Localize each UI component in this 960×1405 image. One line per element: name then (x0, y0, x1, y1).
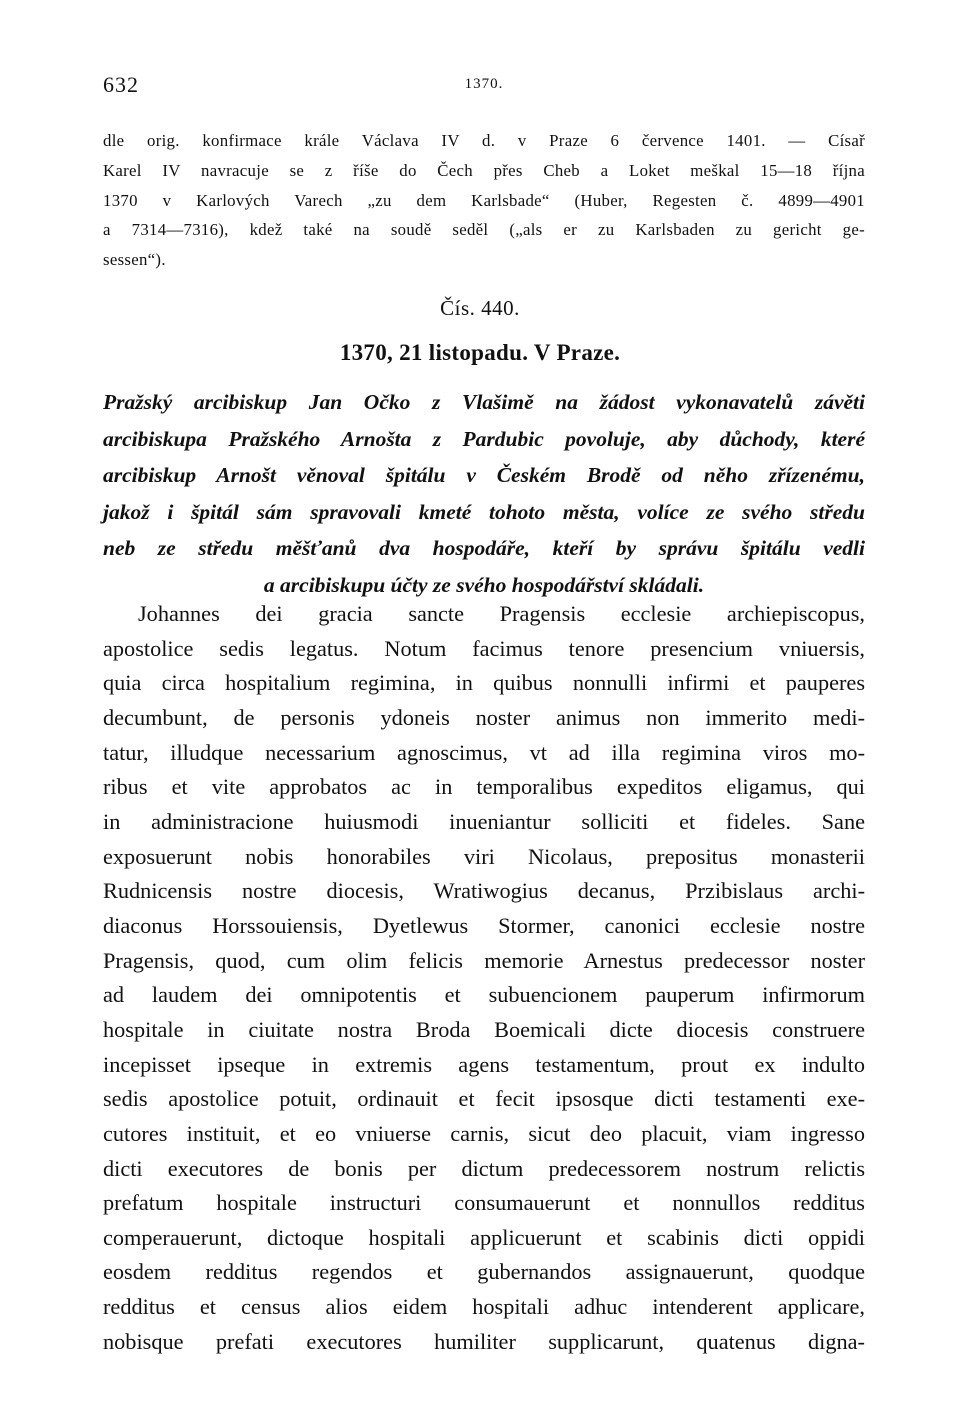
charter-line: Rudnicensis nostre diocesis, Wratiwogius decanus, Przibislaus archi- (103, 878, 865, 904)
regest-line: a arcibiskupu účty ze svého hospodářství skládali. (263, 572, 705, 597)
note-line: sessen“). (103, 250, 166, 270)
charter-line: cutores instituit, et eo vniuerse carnis, sicut deo placuit, viam ingresso (103, 1120, 865, 1146)
document-date-place: 1370, 21 listopadu. V Praze. (339, 340, 621, 365)
regest-summary (103, 384, 865, 604)
charter-line: decumbunt, de personis ydoneis noster animus non immerito medi- (103, 704, 865, 730)
running-year: 1370. (464, 76, 504, 92)
regest-line: jakož i špitál sám spravovali kmeté tohoto města, volíce ze svého středu (103, 499, 865, 524)
charter-line: in administracione huiusmodi inueniantur solliciti et fideles. Sane (103, 808, 865, 834)
charter-line: apostolice sedis legatus. Notum facimus tenore presencium vniuersis, (103, 635, 865, 661)
note-line: Karel IV navracuje se z říše do Čech přes Cheb a Loket meškal 15—18 října (103, 160, 865, 180)
running-header (103, 72, 865, 102)
charter-line: comperauerunt, dictoque hospitali applicuerunt et scabinis dicti oppidi (103, 1224, 865, 1250)
charter-line: Pragensis, quod, cum olim felicis memorie Arnestus predecessor noster (103, 947, 865, 973)
note-line: dle orig. konfirmace krále Václava IV d. v Praze 6 července 1401. — Císař (103, 131, 865, 150)
charter-line: hospitale in ciuitate nostra Broda Boemicali dicte diocesis construere (103, 1016, 865, 1042)
charter-line: redditus et census alios eidem hospitali adhuc intenderent applicare, (103, 1294, 865, 1320)
charter-line: exposuerunt nobis honorabiles viri Nicolaus, prepositus monasterii (103, 843, 865, 869)
document-number: Čís. 440. (440, 296, 520, 320)
charter-line: diaconus Horssouiensis, Dyetlewus Stormer, canonici ecclesie nostre (103, 912, 865, 938)
charter-line: sedis apostolice potuit, ordinauit et fecit ipsosque dicti testamenti exe- (103, 1086, 865, 1112)
charter-line: quia circa hospitalium regimina, in quibus nonnulli infirmi et pauperes (103, 670, 865, 696)
regest-line: Pražský arcibiskup Jan Očko z Vlašimě na žádost vykonavatelů závěti (103, 390, 865, 414)
charter-line: ad laudem dei omnipotentis et subuencionem pauperum infirmorum (103, 982, 865, 1008)
charter-line: Johannes dei gracia sancte Pragensis ecclesie archiepiscopus, (138, 601, 865, 626)
charter-line: eosdem redditus regendos et gubernandos assignauerunt, quodque (103, 1259, 865, 1285)
note-line: 1370 v Karlových Varech „zu dem Karlsbade“ (Huber, Regesten č. 4899—4901 (103, 190, 865, 210)
charter-line: incepisset ipseque in extremis agens testamentum, prout ex indulto (103, 1051, 865, 1077)
charter-line: dicti executores de bonis per dictum predecessorem nostrum relictis (103, 1155, 865, 1181)
charter-line: prefatum hospitale instructuri consumauerunt et nonnullos redditus (103, 1190, 865, 1216)
page-number: 632 (103, 72, 139, 97)
charter-line: nobisque prefati executores humiliter supplicarunt, quatenus digna- (103, 1328, 865, 1354)
note-line: a 7314—7316), kdež také na soudě seděl („als er zu Karlsbaden zu gericht ge- (103, 220, 865, 240)
footnote-continuation (103, 126, 865, 275)
regest-line: arcibiskupa Pražského Arnošta z Pardubic povoluje, aby důchody, které (103, 426, 865, 451)
regest-line: arcibiskup Arnošt věnoval špitálu v Českém Brodě od něho zřízenému, (103, 463, 865, 488)
charter-line: tatur, illudque necessarium agnoscimus, vt ad illa regimina viros mo- (103, 739, 865, 765)
charter-line: ribus et vite approbatos ac in temporalibus expeditos eligamus, qui (103, 774, 865, 800)
regest-line: neb ze středu měšťanů dva hospodáře, kteří by správu špitálu vedli (103, 536, 865, 561)
charter-text (103, 597, 865, 1359)
